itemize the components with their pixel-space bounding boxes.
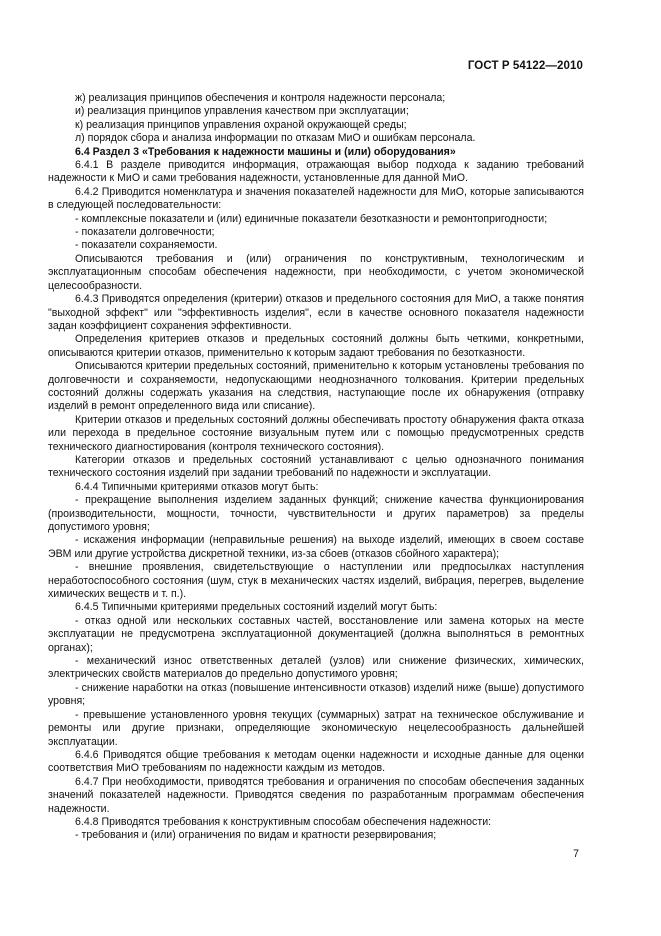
paragraph: 6.4.7 При необходимости, приводятся требования и ограничения по способам обеспечения заданных значений показателей надежности. Приводятся сведения по разработанным программам обеспечения надежности. [48,775,584,815]
paragraph: 6.4.6 Приводятся общие требования к методам оценки надежности и исходные данные для оценки соответствия МиО требованиям по надежности каждым из методов. [48,748,584,775]
list-item: - показатели сохраняемости. [75,239,218,252]
list-item: ж) реализация принципов обеспечения и контроля надежности персонала; [75,92,446,104]
paragraph: - искажения информации (неправильные решения) на выходе изделий, имеющих в своем составе ЭВМ или другие устройства дискретной техники, из-за сбоев (отказов сбойного характера); [48,534,584,560]
paragraph: Описываются требования и (или) ограничения по конструктивным, технологическим и эксплуатационным способам обеспечения надежности, при необходимости, с учетом экономической целесообразности. [48,252,584,292]
paragraph: 6.4.8 Приводятся требования к конструктивным способам обеспечения надежности: [75,815,492,828]
paragraph: - прекращение выполнения изделием заданных функций; снижение качества функционирования (производительности, мощности, точности, чувствительности и других параметров) за пределы допустимого уровня; [48,494,584,533]
section-heading: 6.4 Раздел 3 «Требования к надежности машины и (или) оборудования» [75,145,456,158]
paragraph: - отказ одной или нескольких составных частей, восстановление или замена которых на месте эксплуатации не предусмотрена эксплуатационной документацией (должна выполняться в ремонтных органах); [48,614,584,654]
paragraph: 6.4.1 В разделе приводится информация, отражающая выбор подхода к заданию требований надежности к МиО и сами требования надежности, установленные для данной МиО. [48,159,584,185]
paragraph: Критерии отказов и предельных состояний должны обеспечивать простоту обнаружения факта отказа или перехода в предельное состояние визуальным путем или с помощью предусмотренных средств технического диагностирования (контроля технического состояния). [48,413,584,453]
paragraph: 6.4.2 Приводится номенклатура и значения показателей надежности для МиО, которые записываются в следующей последовательности: [48,185,584,212]
paragraph: 6.4.4 Типичными критериями отказов могут быть: [75,480,319,493]
page-number: 7 [573,848,579,860]
paragraph: - снижение наработки на отказ (повышение интенсивности отказов) изделий ниже (выше) допустимого уровня; [48,681,584,708]
paragraph: Категории отказов и предельных состояний устанавливают с целью однозначного понимания технического состояния изделий при задании требований по надежности и эксплуатации. [48,453,584,480]
paragraph: - превышение установленного уровня текущих (суммарных) затрат на техническое обслуживание и ремонты или другие признаки, определяющие экономическую нецелесообразность дальнейшей эксплуатации. [48,708,584,748]
paragraph: Описываются критерии предельных состояний, применительно к которым установлены требования по долговечности и сохраняемости, недопускающими неоднозначного толкования. Критерии предельных состояний должны содержать указания на следствия, наступающие после их обнаружения (отправку изделий в ремонт определенного вида или списание). [48,360,584,413]
list-item: л) порядок сбора и анализа информации по отказам МиО и ошибкам персонала. [75,132,476,145]
paragraph: 6.4.3 Приводятся определения (критерии) отказов и предельного состояния для МиО, а также понятия "выходной эффект" или "эффективность изделия", если в качестве основного показателя надежности задан коэффициент сохранения эффективности. [48,293,584,332]
paragraph: - механический износ ответственных деталей (узлов) или снижение физических, химических, электрических свойств материалов до предельно допустимого уровня; [48,655,584,681]
standard-code-header: ГОСТ Р 54122—2010 [467,60,583,72]
list-item: - показатели долговечности; [75,226,215,239]
document-body [48,92,584,843]
list-item: и) реализация принципов управления качеством при эксплуатации; [75,105,409,118]
paragraph: - внешние проявления, свидетельствующие о наступлении или предпосылках наступления неработоспособного состояния (шум, стук в механических частях изделий, вибрация, перегрев, выделение химических веществ и т. п.). [48,561,584,601]
list-item: к) реализация принципов управления охраной окружающей среды; [75,118,407,131]
paragraph: 6.4.5 Типичными критериями предельных состояний изделий могут быть: [75,601,438,614]
list-item: - требования и (или) ограничения по видам и кратности резервирования; [75,829,437,842]
paragraph: Определения критериев отказов и предельных состояний должны быть четкими, конкретными, описываются критерии отказов, применительно к которым задают требования по безотказности. [48,333,584,359]
list-item: - комплексные показатели и (или) единичные показатели безотказности и ремонтопригодности; [75,212,548,225]
